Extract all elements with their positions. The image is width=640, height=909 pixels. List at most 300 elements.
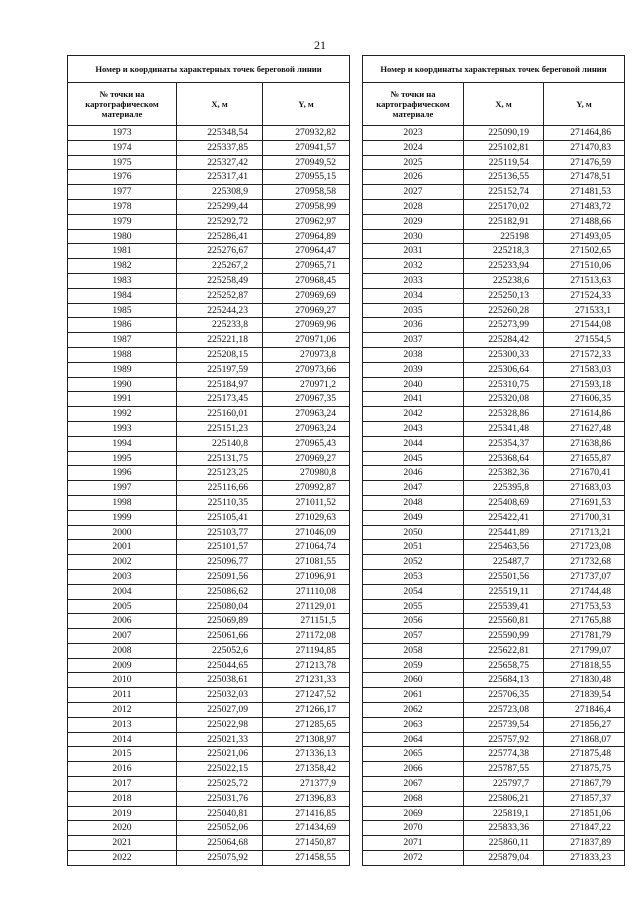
point-number-cell: 2064 <box>363 732 464 747</box>
point-number-cell: 1996 <box>68 466 177 481</box>
x-coordinate-cell: 225819,1 <box>464 806 544 821</box>
y-coordinate-cell: 271493,05 <box>544 229 625 244</box>
x-coordinate-cell: 225096,77 <box>177 555 263 570</box>
point-number-cell: 2066 <box>363 762 464 777</box>
y-coordinate-cell: 271011,52 <box>263 495 350 510</box>
y-coordinate-cell: 270955,15 <box>263 170 350 185</box>
x-coordinate-cell: 225723,08 <box>464 703 544 718</box>
point-number-cell: 2056 <box>363 614 464 629</box>
point-number-cell: 1994 <box>68 436 177 451</box>
table-row <box>68 303 350 318</box>
x-coordinate-cell: 225064,68 <box>177 836 263 851</box>
x-coordinate-cell: 225075,92 <box>177 851 263 866</box>
column-header-y: Y, м <box>263 83 350 126</box>
y-coordinate-cell: 270968,45 <box>263 273 350 288</box>
x-coordinate-cell: 225031,76 <box>177 791 263 806</box>
y-coordinate-cell: 271847,22 <box>544 821 625 836</box>
table-row <box>68 747 350 762</box>
point-number-cell: 2045 <box>363 451 464 466</box>
table-row <box>363 599 625 614</box>
table-row <box>363 347 625 362</box>
table-row <box>363 244 625 259</box>
y-coordinate-cell: 271046,09 <box>263 525 350 540</box>
point-number-cell: 2041 <box>363 392 464 407</box>
x-coordinate-cell: 225757,92 <box>464 732 544 747</box>
x-coordinate-cell: 225233,94 <box>464 259 544 274</box>
point-number-cell: 1982 <box>68 259 177 274</box>
y-coordinate-cell: 271627,48 <box>544 421 625 436</box>
table-row <box>68 185 350 200</box>
point-number-cell: 2036 <box>363 318 464 333</box>
point-number-cell: 2005 <box>68 599 177 614</box>
x-coordinate-cell: 225519,11 <box>464 584 544 599</box>
point-number-cell: 2035 <box>363 303 464 318</box>
table-row <box>68 436 350 451</box>
point-number-cell: 2072 <box>363 851 464 866</box>
point-number-cell: 1986 <box>68 318 177 333</box>
table-row <box>363 466 625 481</box>
table-row <box>68 333 350 348</box>
table-row <box>363 481 625 496</box>
table-row <box>363 170 625 185</box>
point-number-cell: 1993 <box>68 421 177 436</box>
table-row <box>68 791 350 806</box>
x-coordinate-cell: 225258,49 <box>177 273 263 288</box>
point-number-cell: 2058 <box>363 643 464 658</box>
y-coordinate-cell: 270969,27 <box>263 303 350 318</box>
x-coordinate-cell: 225184,97 <box>177 377 263 392</box>
y-coordinate-cell: 271700,31 <box>544 510 625 525</box>
point-number-cell: 2019 <box>68 806 177 821</box>
y-coordinate-cell: 271875,48 <box>544 747 625 762</box>
y-coordinate-cell: 270941,57 <box>263 140 350 155</box>
table-row <box>363 614 625 629</box>
table-row <box>68 525 350 540</box>
y-coordinate-cell: 270971,2 <box>263 377 350 392</box>
x-coordinate-cell: 225317,41 <box>177 170 263 185</box>
y-coordinate-cell: 271614,86 <box>544 407 625 422</box>
point-number-cell: 2020 <box>68 821 177 836</box>
point-number-cell: 2007 <box>68 629 177 644</box>
point-number-cell: 2062 <box>363 703 464 718</box>
x-coordinate-cell: 225040,81 <box>177 806 263 821</box>
point-number-cell: 1992 <box>68 407 177 422</box>
x-coordinate-cell: 225052,6 <box>177 643 263 658</box>
y-coordinate-cell: 270980,8 <box>263 466 350 481</box>
table-row <box>363 259 625 274</box>
y-coordinate-cell: 271172,08 <box>263 629 350 644</box>
x-coordinate-cell: 225797,7 <box>464 777 544 792</box>
y-coordinate-cell: 271830,48 <box>544 673 625 688</box>
table-row <box>68 629 350 644</box>
point-number-cell: 2013 <box>68 717 177 732</box>
y-coordinate-cell: 271593,18 <box>544 377 625 392</box>
x-coordinate-cell: 225173,45 <box>177 392 263 407</box>
x-coordinate-cell: 225879,04 <box>464 851 544 866</box>
y-coordinate-cell: 271799,07 <box>544 643 625 658</box>
table-row <box>363 318 625 333</box>
table-row <box>363 362 625 377</box>
x-coordinate-cell: 225395,8 <box>464 481 544 496</box>
x-coordinate-cell: 225069,89 <box>177 614 263 629</box>
point-number-cell: 2010 <box>68 673 177 688</box>
point-number-cell: 2008 <box>68 643 177 658</box>
y-coordinate-cell: 270958,99 <box>263 199 350 214</box>
table-row <box>68 821 350 836</box>
x-coordinate-cell: 225105,41 <box>177 510 263 525</box>
table-row <box>68 688 350 703</box>
y-coordinate-cell: 271510,06 <box>544 259 625 274</box>
y-coordinate-cell: 271213,78 <box>263 658 350 673</box>
y-coordinate-cell: 271478,51 <box>544 170 625 185</box>
table-row <box>68 555 350 570</box>
y-coordinate-cell: 271583,03 <box>544 362 625 377</box>
table-row <box>363 643 625 658</box>
column-header-x: X, м <box>177 83 263 126</box>
point-number-cell: 2047 <box>363 481 464 496</box>
x-coordinate-cell: 225560,81 <box>464 614 544 629</box>
x-coordinate-cell: 225463,56 <box>464 540 544 555</box>
x-coordinate-cell: 225487,7 <box>464 555 544 570</box>
point-number-cell: 2034 <box>363 288 464 303</box>
table-row <box>68 244 350 259</box>
x-coordinate-cell: 225292,72 <box>177 214 263 229</box>
table-row <box>363 140 625 155</box>
x-coordinate-cell: 225833,36 <box>464 821 544 836</box>
y-coordinate-cell: 271753,53 <box>544 599 625 614</box>
x-coordinate-cell: 225197,59 <box>177 362 263 377</box>
table-row <box>363 510 625 525</box>
x-coordinate-cell: 225021,06 <box>177 747 263 762</box>
point-number-cell: 1978 <box>68 199 177 214</box>
point-number-cell: 2037 <box>363 333 464 348</box>
table-row <box>68 732 350 747</box>
x-coordinate-cell: 225501,56 <box>464 569 544 584</box>
table-row <box>363 673 625 688</box>
point-number-cell: 2065 <box>363 747 464 762</box>
y-coordinate-cell: 271713,21 <box>544 525 625 540</box>
y-coordinate-cell: 270964,47 <box>263 244 350 259</box>
y-coordinate-cell: 271488,66 <box>544 214 625 229</box>
point-number-cell: 1999 <box>68 510 177 525</box>
table-row <box>68 155 350 170</box>
x-coordinate-cell: 225250,13 <box>464 288 544 303</box>
point-number-cell: 2068 <box>363 791 464 806</box>
table-row <box>68 584 350 599</box>
x-coordinate-cell: 225116,66 <box>177 481 263 496</box>
y-coordinate-cell: 271358,42 <box>263 762 350 777</box>
x-coordinate-cell: 225101,57 <box>177 540 263 555</box>
point-number-cell: 2048 <box>363 495 464 510</box>
table-row <box>68 510 350 525</box>
x-coordinate-cell: 225441,89 <box>464 525 544 540</box>
point-number-cell: 2018 <box>68 791 177 806</box>
y-coordinate-cell: 271524,33 <box>544 288 625 303</box>
point-number-cell: 2071 <box>363 836 464 851</box>
table-title: Номер и координаты характерных точек береговой линии <box>68 56 350 83</box>
point-number-cell: 2049 <box>363 510 464 525</box>
point-number-cell: 1976 <box>68 170 177 185</box>
x-coordinate-cell: 225684,13 <box>464 673 544 688</box>
y-coordinate-cell: 271336,13 <box>263 747 350 762</box>
x-coordinate-cell: 225739,54 <box>464 717 544 732</box>
y-coordinate-cell: 271554,5 <box>544 333 625 348</box>
point-number-cell: 1991 <box>68 392 177 407</box>
table-row <box>363 851 625 866</box>
point-number-cell: 2027 <box>363 185 464 200</box>
table-row <box>363 436 625 451</box>
y-coordinate-cell: 271683,03 <box>544 481 625 496</box>
table-row <box>68 466 350 481</box>
table-row <box>68 288 350 303</box>
coordinates-table-right <box>362 55 625 866</box>
y-coordinate-cell: 270992,87 <box>263 481 350 496</box>
y-coordinate-cell: 270973,8 <box>263 347 350 362</box>
table-row <box>363 688 625 703</box>
point-number-cell: 1975 <box>68 155 177 170</box>
table-row <box>68 170 350 185</box>
point-number-cell: 2052 <box>363 555 464 570</box>
table-row <box>68 273 350 288</box>
y-coordinate-cell: 270965,71 <box>263 259 350 274</box>
x-coordinate-cell: 225238,6 <box>464 273 544 288</box>
table-row <box>363 717 625 732</box>
y-coordinate-cell: 271732,68 <box>544 555 625 570</box>
table-row <box>68 451 350 466</box>
table-row <box>363 540 625 555</box>
table-row <box>363 421 625 436</box>
x-coordinate-cell: 225706,35 <box>464 688 544 703</box>
x-coordinate-cell: 225090,19 <box>464 126 544 141</box>
table-row <box>68 229 350 244</box>
point-number-cell: 2030 <box>363 229 464 244</box>
point-number-cell: 2044 <box>363 436 464 451</box>
table-body <box>68 126 350 866</box>
y-coordinate-cell: 271129,01 <box>263 599 350 614</box>
y-coordinate-cell: 270965,43 <box>263 436 350 451</box>
x-coordinate-cell: 225160,01 <box>177 407 263 422</box>
point-number-cell: 2033 <box>363 273 464 288</box>
x-coordinate-cell: 225038,61 <box>177 673 263 688</box>
x-coordinate-cell: 225267,2 <box>177 259 263 274</box>
x-coordinate-cell: 225244,23 <box>177 303 263 318</box>
point-number-cell: 1973 <box>68 126 177 141</box>
point-number-cell: 2024 <box>363 140 464 155</box>
x-coordinate-cell: 225320,08 <box>464 392 544 407</box>
y-coordinate-cell: 271655,87 <box>544 451 625 466</box>
y-coordinate-cell: 271434,69 <box>263 821 350 836</box>
x-coordinate-cell: 225123,25 <box>177 466 263 481</box>
point-number-cell: 2009 <box>68 658 177 673</box>
table-row <box>363 155 625 170</box>
table-row <box>363 214 625 229</box>
y-coordinate-cell: 271744,48 <box>544 584 625 599</box>
point-number-cell: 1974 <box>68 140 177 155</box>
point-number-cell: 2055 <box>363 599 464 614</box>
x-coordinate-cell: 225022,98 <box>177 717 263 732</box>
y-coordinate-cell: 270932,82 <box>263 126 350 141</box>
x-coordinate-cell: 225806,21 <box>464 791 544 806</box>
point-number-cell: 1979 <box>68 214 177 229</box>
point-number-cell: 2054 <box>363 584 464 599</box>
point-number-cell: 2042 <box>363 407 464 422</box>
point-number-cell: 2012 <box>68 703 177 718</box>
point-number-cell: 1985 <box>68 303 177 318</box>
x-coordinate-cell: 225327,42 <box>177 155 263 170</box>
y-coordinate-cell: 271483,72 <box>544 199 625 214</box>
table-row <box>363 451 625 466</box>
point-number-cell: 2038 <box>363 347 464 362</box>
y-coordinate-cell: 271470,83 <box>544 140 625 155</box>
y-coordinate-cell: 271464,86 <box>544 126 625 141</box>
table-row <box>363 377 625 392</box>
table-row <box>363 791 625 806</box>
x-coordinate-cell: 225152,74 <box>464 185 544 200</box>
column-header-point: № точки на картографическом материале <box>363 83 464 126</box>
table-row <box>68 836 350 851</box>
x-coordinate-cell: 225022,15 <box>177 762 263 777</box>
table-row <box>363 495 625 510</box>
x-coordinate-cell: 225300,33 <box>464 347 544 362</box>
y-coordinate-cell: 271856,27 <box>544 717 625 732</box>
coordinates-table-left <box>67 55 350 866</box>
x-coordinate-cell: 225103,77 <box>177 525 263 540</box>
table-row <box>363 777 625 792</box>
point-number-cell: 2067 <box>363 777 464 792</box>
x-coordinate-cell: 225306,64 <box>464 362 544 377</box>
table-title: Номер и координаты характерных точек береговой линии <box>363 56 625 83</box>
y-coordinate-cell: 270963,24 <box>263 421 350 436</box>
table-row <box>68 140 350 155</box>
y-coordinate-cell: 271110,08 <box>263 584 350 599</box>
point-number-cell: 1990 <box>68 377 177 392</box>
table-row <box>363 126 625 141</box>
x-coordinate-cell: 225284,42 <box>464 333 544 348</box>
y-coordinate-cell: 270967,35 <box>263 392 350 407</box>
point-number-cell: 2031 <box>363 244 464 259</box>
y-coordinate-cell: 271481,53 <box>544 185 625 200</box>
table-row <box>68 777 350 792</box>
point-number-cell: 1987 <box>68 333 177 348</box>
y-coordinate-cell: 271096,91 <box>263 569 350 584</box>
table-row <box>68 673 350 688</box>
table-row <box>363 333 625 348</box>
y-coordinate-cell: 271533,1 <box>544 303 625 318</box>
y-coordinate-cell: 271247,52 <box>263 688 350 703</box>
y-coordinate-cell: 270962,97 <box>263 214 350 229</box>
x-coordinate-cell: 225590,99 <box>464 629 544 644</box>
table-row <box>363 747 625 762</box>
x-coordinate-cell: 225052,06 <box>177 821 263 836</box>
table-row <box>363 199 625 214</box>
y-coordinate-cell: 270971,06 <box>263 333 350 348</box>
y-coordinate-cell: 271377,9 <box>263 777 350 792</box>
x-coordinate-cell: 225787,55 <box>464 762 544 777</box>
x-coordinate-cell: 225252,87 <box>177 288 263 303</box>
point-number-cell: 2050 <box>363 525 464 540</box>
table-row <box>363 229 625 244</box>
table-row <box>68 347 350 362</box>
point-number-cell: 2053 <box>363 569 464 584</box>
y-coordinate-cell: 271723,08 <box>544 540 625 555</box>
point-number-cell: 2051 <box>363 540 464 555</box>
point-number-cell: 2061 <box>363 688 464 703</box>
y-coordinate-cell: 270958,58 <box>263 185 350 200</box>
x-coordinate-cell: 225337,85 <box>177 140 263 155</box>
y-coordinate-cell: 271064,74 <box>263 540 350 555</box>
point-number-cell: 2014 <box>68 732 177 747</box>
table-row <box>363 584 625 599</box>
table-row <box>68 421 350 436</box>
point-number-cell: 2004 <box>68 584 177 599</box>
y-coordinate-cell: 271151,5 <box>263 614 350 629</box>
y-coordinate-cell: 271670,41 <box>544 466 625 481</box>
x-coordinate-cell: 225110,35 <box>177 495 263 510</box>
y-coordinate-cell: 271194,85 <box>263 643 350 658</box>
x-coordinate-cell: 225310,75 <box>464 377 544 392</box>
point-number-cell: 2015 <box>68 747 177 762</box>
y-coordinate-cell: 271513,63 <box>544 273 625 288</box>
table-row <box>68 717 350 732</box>
point-number-cell: 1998 <box>68 495 177 510</box>
x-coordinate-cell: 225233,8 <box>177 318 263 333</box>
point-number-cell: 1995 <box>68 451 177 466</box>
table-row <box>68 569 350 584</box>
x-coordinate-cell: 225286,41 <box>177 229 263 244</box>
y-coordinate-cell: 271416,85 <box>263 806 350 821</box>
x-coordinate-cell: 225422,41 <box>464 510 544 525</box>
y-coordinate-cell: 271818,55 <box>544 658 625 673</box>
y-coordinate-cell: 271572,33 <box>544 347 625 362</box>
point-number-cell: 2022 <box>68 851 177 866</box>
point-number-cell: 1989 <box>68 362 177 377</box>
point-number-cell: 2002 <box>68 555 177 570</box>
table-row <box>363 806 625 821</box>
column-header-x: X, м <box>464 83 544 126</box>
x-coordinate-cell: 225382,36 <box>464 466 544 481</box>
y-coordinate-cell: 270969,27 <box>263 451 350 466</box>
y-coordinate-cell: 271839,54 <box>544 688 625 703</box>
y-coordinate-cell: 271502,65 <box>544 244 625 259</box>
y-coordinate-cell: 271851,06 <box>544 806 625 821</box>
x-coordinate-cell: 225348,54 <box>177 126 263 141</box>
x-coordinate-cell: 225328,86 <box>464 407 544 422</box>
y-coordinate-cell: 271450,87 <box>263 836 350 851</box>
point-number-cell: 2070 <box>363 821 464 836</box>
y-coordinate-cell: 271837,89 <box>544 836 625 851</box>
point-number-cell: 2069 <box>363 806 464 821</box>
y-coordinate-cell: 271737,07 <box>544 569 625 584</box>
table-row <box>68 703 350 718</box>
x-coordinate-cell: 225032,03 <box>177 688 263 703</box>
point-number-cell: 2023 <box>363 126 464 141</box>
y-coordinate-cell: 271606,35 <box>544 392 625 407</box>
point-number-cell: 2025 <box>363 155 464 170</box>
x-coordinate-cell: 225221,18 <box>177 333 263 348</box>
table-row <box>363 407 625 422</box>
y-coordinate-cell: 271544,08 <box>544 318 625 333</box>
y-coordinate-cell: 270969,96 <box>263 318 350 333</box>
y-coordinate-cell: 270969,69 <box>263 288 350 303</box>
x-coordinate-cell: 225622,81 <box>464 643 544 658</box>
y-coordinate-cell: 271857,37 <box>544 791 625 806</box>
x-coordinate-cell: 225354,37 <box>464 436 544 451</box>
table-row <box>68 658 350 673</box>
table-row <box>68 392 350 407</box>
point-number-cell: 2059 <box>363 658 464 673</box>
x-coordinate-cell: 225408,69 <box>464 495 544 510</box>
point-number-cell: 1988 <box>68 347 177 362</box>
